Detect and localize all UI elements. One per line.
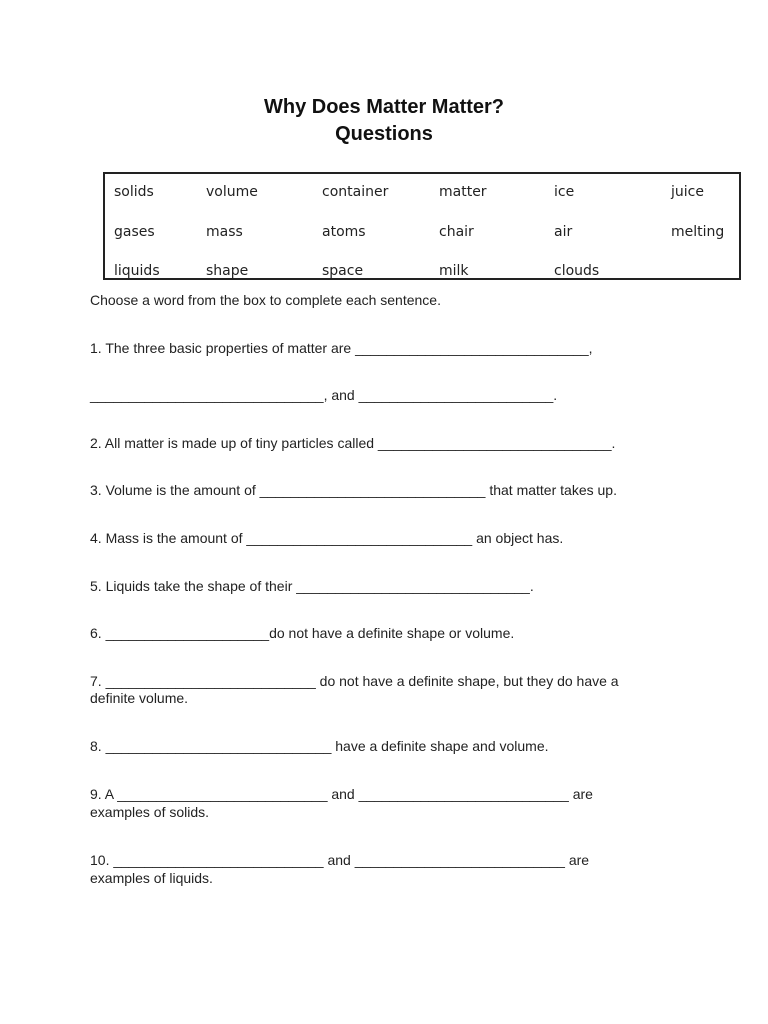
word-bank-word: matter bbox=[439, 184, 487, 200]
question-line: ______________________________, and _________________________. bbox=[90, 387, 558, 403]
word-bank-word: liquids bbox=[114, 263, 160, 279]
question-line: 5. Liquids take the shape of their ______________________________. bbox=[90, 578, 534, 594]
question-line: 7. ___________________________ do not have a definite shape, but they do have a bbox=[90, 673, 619, 689]
question-line: 9. A ___________________________ and ___________________________ are bbox=[90, 786, 593, 802]
word-bank-word: solids bbox=[114, 184, 154, 200]
word-bank-box bbox=[103, 172, 741, 280]
word-bank-word: clouds bbox=[554, 263, 600, 279]
question-line: 6. _____________________do not have a definite shape or volume. bbox=[90, 625, 515, 641]
question-line: definite volume. bbox=[90, 690, 189, 706]
worksheet-title: Why Does Matter Matter? bbox=[263, 96, 505, 118]
question-line: 1. The three basic properties of matter are ______________________________, bbox=[90, 340, 593, 356]
word-bank-word: melting bbox=[671, 224, 725, 240]
worksheet-subtitle: Questions bbox=[335, 123, 433, 145]
word-bank-word: ice bbox=[554, 184, 575, 200]
word-bank-word: milk bbox=[439, 263, 469, 279]
word-bank-word: atoms bbox=[322, 224, 366, 240]
word-bank-word: space bbox=[322, 263, 364, 279]
word-bank-word: volume bbox=[206, 184, 258, 200]
word-bank-word: juice bbox=[671, 184, 704, 200]
question-line: 2. All matter is made up of tiny particles called ______________________________. bbox=[90, 435, 616, 451]
word-bank-word: mass bbox=[206, 224, 243, 240]
question-line: 3. Volume is the amount of _____________________________ that matter takes up. bbox=[90, 482, 617, 498]
question-line: examples of solids. bbox=[90, 804, 210, 820]
word-bank-word: gases bbox=[114, 224, 155, 240]
word-bank-word: chair bbox=[439, 224, 474, 240]
question-line: 8. _____________________________ have a definite shape and volume. bbox=[90, 738, 549, 754]
word-bank-word: container bbox=[322, 184, 389, 200]
question-line: 10. ___________________________ and ___________________________ are bbox=[90, 852, 590, 868]
question-line: examples of liquids. bbox=[90, 870, 213, 886]
instructions-text: Choose a word from the box to complete each sentence. bbox=[90, 292, 441, 308]
question-line: 4. Mass is the amount of _____________________________ an object has. bbox=[90, 530, 564, 546]
word-bank-word: shape bbox=[206, 263, 249, 279]
word-bank-word: air bbox=[554, 224, 573, 240]
